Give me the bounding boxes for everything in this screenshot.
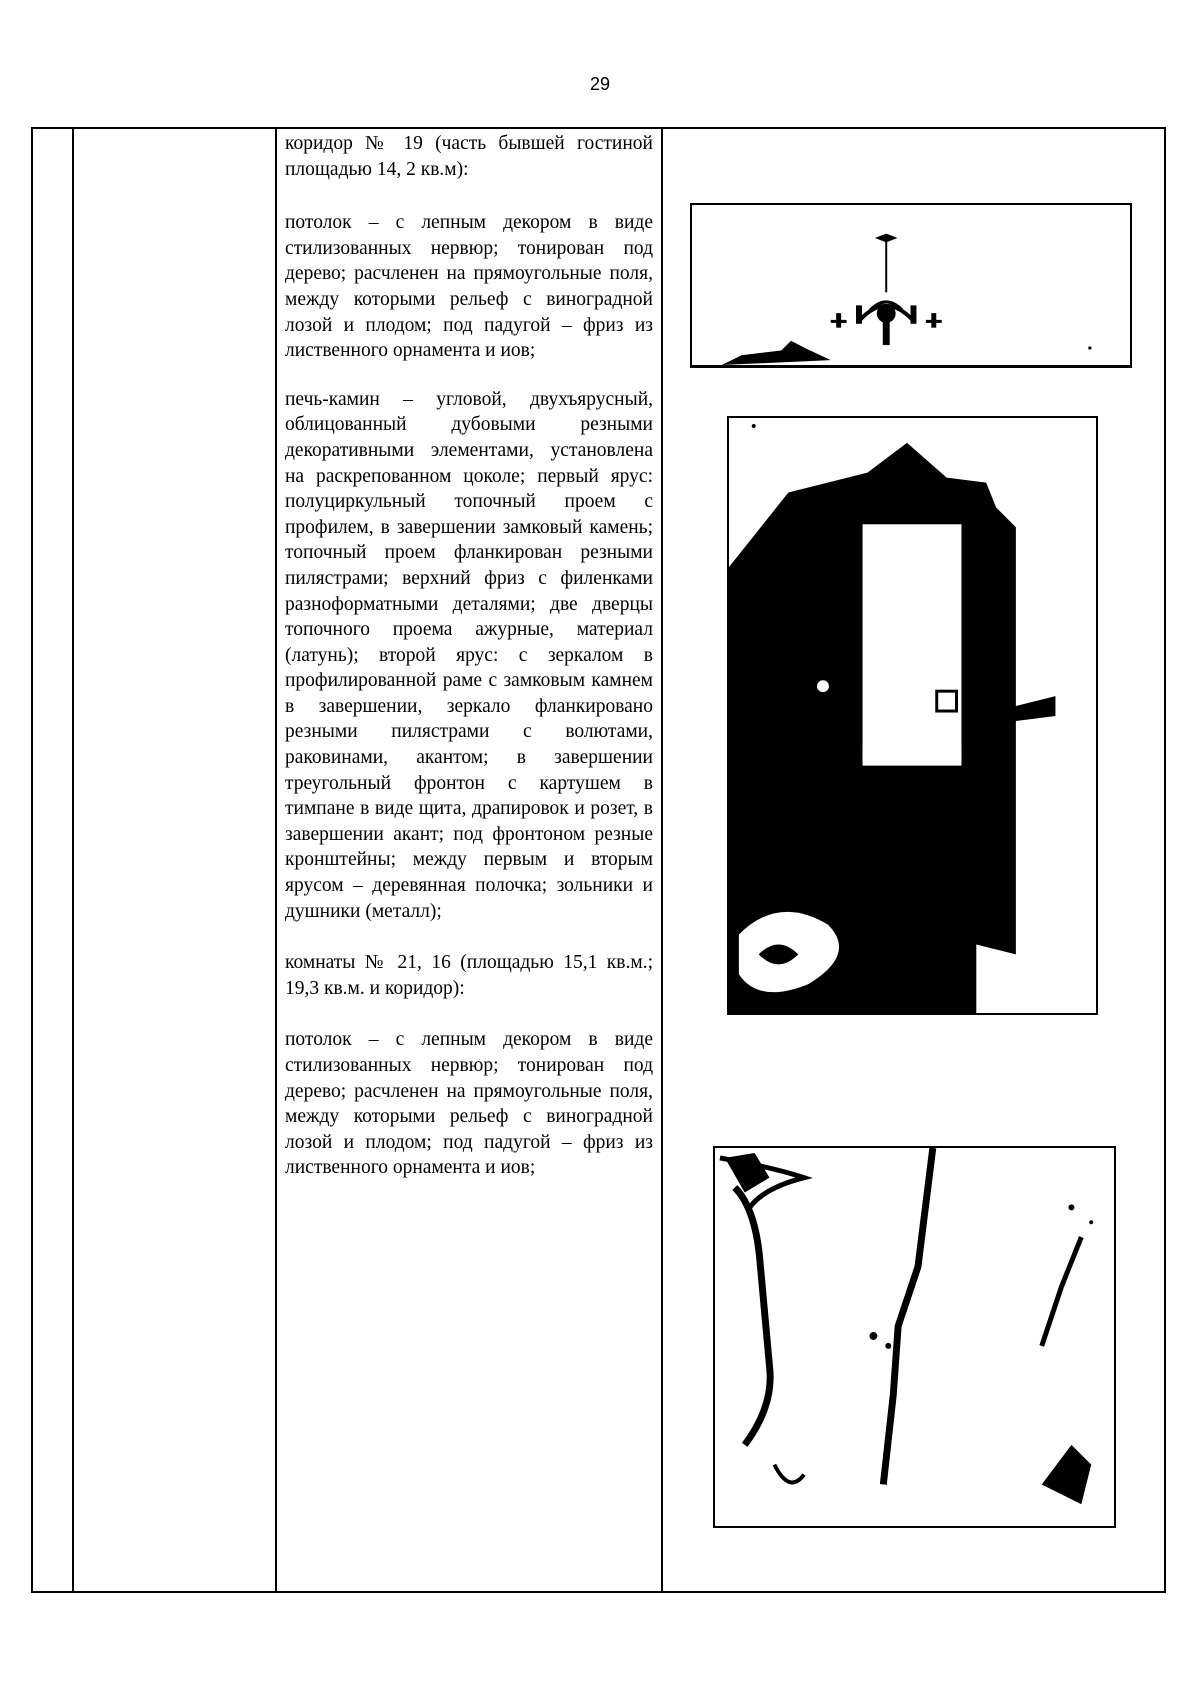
page-number: 29 [589,74,611,94]
photo-stove-fireplace [727,416,1098,1015]
table-left-border [31,127,33,1591]
corridor-ceiling-description: потолок – с лепным декором в виде стилизованных нервюр; тонирован под дерево; расчленен на прямоугольные поля, между которыми рельеф с виноградной лозой и плодом; под падугой – фриз из лиственного орнамента и иов; [285,212,653,362]
corridor-heading: коридор № 19 (часть бывшей гостиной площадью 14, 2 кв.м): [285,133,653,180]
table-column-divider-3 [661,127,663,1591]
rooms-ceiling-description: потолок – с лепным декором в виде стилизованных нервюр; тонирован под дерево; расчленен на прямоугольные поля, между которыми рельеф с виноградной лозой и плодом; под падугой – фриз из лиственного орнамента и иов; [285,1029,653,1179]
table-column-divider-2 [275,127,277,1591]
stove-fireplace-description: печь-камин – угловой, двухъярусный, облицованный дубовыми резными декоративными элементами, установлена на раскрепованном цоколе; первый ярус: полуциркульный топочный проем с профилем, в завершении замковый камень; топочный проем фланкирован резными пилястрами; верхний фриз с филенками разноформатными деталями; две дверцы топочного проема ажурные, материал (латунь); второй ярус: с зеркалом в профилированной раме с замковым камнем в завершении, зеркало фланкировано резными пилястрами с волютами, раковинами, акантом; в завершении треугольный фронтон с картушем в тимпане в виде щита, драпировок и розет, в завершении акант; под фронтоном резные кронштейны; между первым и вторым ярусом – деревянная полочка; зольники и душники (металл); [285,388,653,922]
cornice-shape [722,341,831,365]
framed-picture-icon [937,691,957,711]
photo-ceiling-chandelier [690,203,1132,368]
photo-ceiling-nervures [713,1146,1116,1528]
rooms-heading: комнаты № 21, 16 (площадью 15,1 кв.м.; 19,3 кв.м. и коридор): [285,952,653,999]
description-column [285,131,653,1209]
table-column-divider-1 [72,127,74,1591]
chandelier-icon [831,234,942,345]
table-right-border [1164,127,1166,1591]
